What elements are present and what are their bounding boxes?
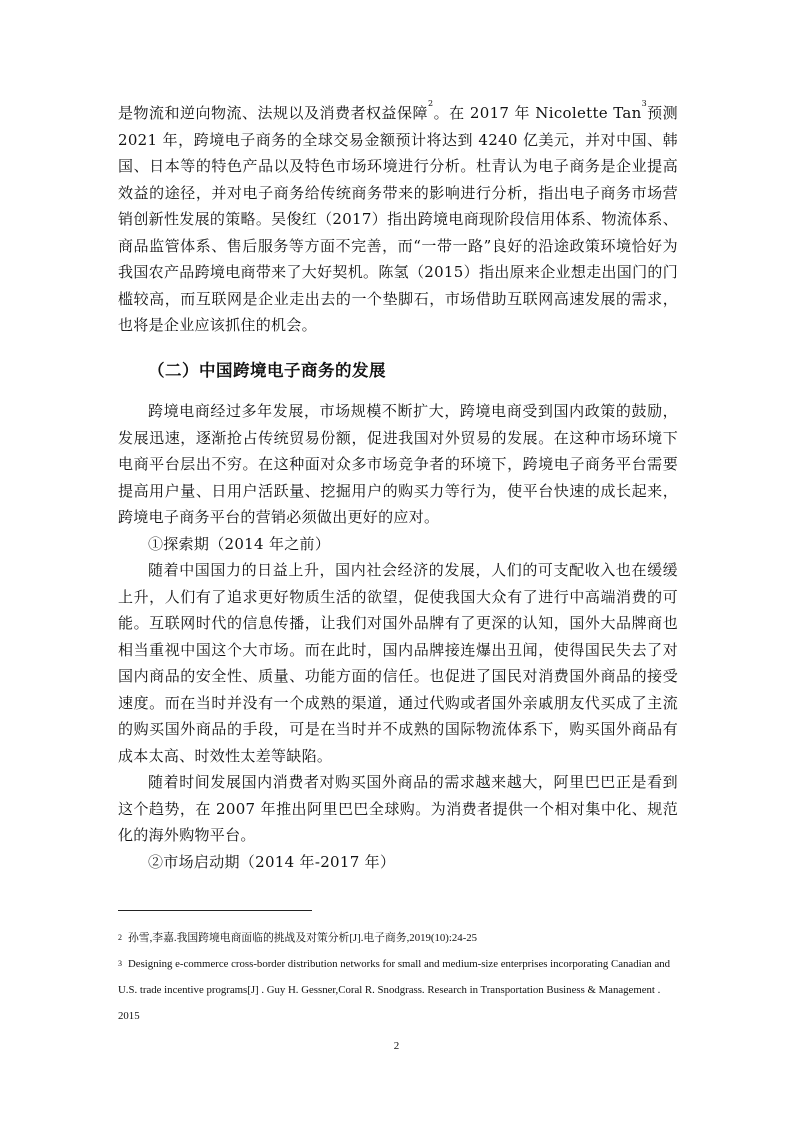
section-body	[118, 398, 678, 875]
footnote-text: Designing e-commerce cross-border distribution networks for small and medium-size enterprises incorporating Canadian and U.S. trade incentive programs[J] . Guy H. Gessner,Coral R. Snodgrass. Research in Transportation Business & Management . 2015	[118, 958, 671, 1022]
intro-text	[118, 100, 678, 339]
footnotes	[118, 925, 678, 1029]
paragraph-alibaba: 随着时间发展国内消费者对购买国外商品的需求越来越大，阿里巴巴正是看到这个趋势，在 2007 年推出阿里巴巴全球购。为消费者提供一个相对集中化、规范化的海外购物平台。	[118, 773, 678, 844]
footnote-ref-2[interactable]: 2	[428, 99, 434, 108]
footnote-number: 2	[118, 933, 122, 942]
section-heading: （二）中国跨境电子商务的发展	[148, 361, 386, 380]
subheading-market-launch-period: ②市场启动期（2014 年-2017 年）	[148, 852, 396, 871]
footnote-ref-3[interactable]: 3	[641, 99, 647, 108]
footnote-number: 3	[118, 959, 122, 968]
footnote-item	[118, 925, 678, 951]
subheading-exploration-period: ①探索期（2014 年之前）	[148, 534, 331, 553]
intro-paragraph	[118, 100, 678, 339]
page-number: 2	[393, 1040, 400, 1052]
intro-text-c: 预测2021 年，跨境电子商务的全球交易金额预计将达到 4240 亿美元，并对中国、韩国、日本等的特色产品以及特色市场环境进行分析。杜青认为电子商务是企业提高效益的途径，并对电子商务给传统商务带来的影响进行分析，指出电子商务市场营销创新性发展的策略。吴俊红（2017）指出跨境电商现阶段信用体系、物流体系、商品监管体系、售后服务等方面不完善，而“一带一路”良好的沿途政策环境恰好为我国农产品跨境电商带来了大好契机。陈氢（2015）指出原来企业想走出国门的门槛较高，而互联网是企业走出去的一个垫脚石，市场借助互联网高速发展的需求，也将是企业应该抓住的机会。	[118, 104, 678, 334]
footnote-text: 孙雪,李嘉.我国跨境电商面临的挑战及对策分析[J].电子商务,2019(10):24-25	[128, 932, 478, 944]
footnote-item	[118, 951, 678, 1029]
paragraph-overview: 跨境电商经过多年发展，市场规模不断扩大，跨境电商受到国内政策的鼓励，发展迅速，逐渐抢占传统贸易份额，促进我国对外贸易的发展。在这种市场环境下电商平台层出不穷。在这种面对众多市场竞争者的环境下，跨境电子商务平台需要提高用户量、日用户活跃量、挖掘用户的购买力等行为，使平台快速的成长起来，跨境电子商务平台的营销必须做出更好的应对。	[118, 402, 678, 526]
intro-text-a: 是物流和逆向物流、法规以及消费者权益保障	[118, 104, 429, 122]
footnote-separator	[118, 910, 312, 911]
paragraph-exploration: 随着中国国力的日益上升，国内社会经济的发展，人们的可支配收入也在缓缓上升，人们有了追求更好物质生活的欲望，促使我国大众有了进行中高端消费的可能。互联网时代的信息传播，让我们对国外品牌有了更深的认知，国外大品牌商也相当重视中国这个大市场。而在此时，国内品牌接连爆出丑闻，使得国民失去了对国内商品的安全性、质量、功能方面的信任。也促进了国民对消费国外商品的接受速度。而在当时并没有一个成熟的渠道，通过代购或者国外亲戚朋友代买成了主流的购买国外商品的手段，可是在当时并不成熟的国际物流体系下，购买国外商品有成本太高、时效性太差等缺陷。	[118, 561, 678, 765]
intro-text-b: 。在 2017 年 Nicolette Tan	[433, 104, 642, 122]
